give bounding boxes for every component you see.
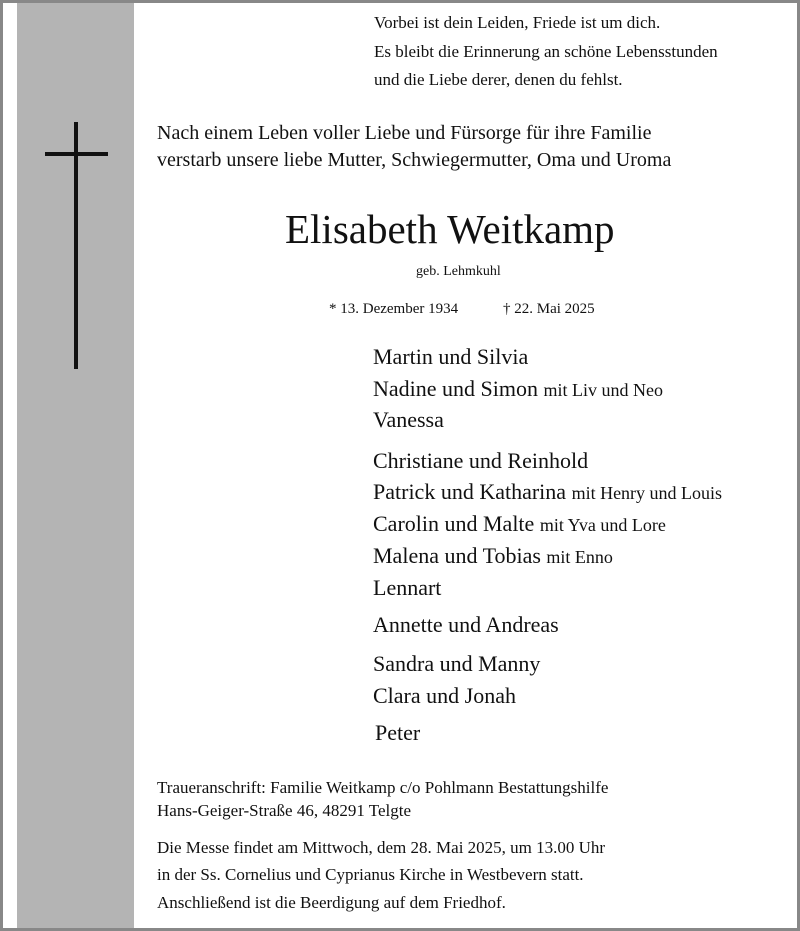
family-member-line — [373, 513, 666, 535]
poem-line: Es bleibt die Erinnerung an schöne Lebensstunden — [374, 42, 718, 61]
cross-horizontal — [45, 152, 108, 156]
footer-line: Traueranschrift: Familie Weitkamp c/o Pohlmann Bestattungshilfe — [157, 778, 609, 797]
cross-vertical — [74, 122, 78, 369]
maiden-name: geb. Lehmkuhl — [416, 264, 501, 279]
intro-line: Nach einem Leben voller Liebe und Fürsorge für ihre Familie — [157, 122, 652, 144]
family-member-names: Carolin und Malte — [373, 511, 535, 536]
family-member-names: Peter — [375, 720, 421, 745]
family-member-children: mit Yva und Lore — [539, 515, 666, 535]
family-member-names: Annette und Andreas — [373, 612, 559, 637]
footer-line: Hans-Geiger-Straße 46, 48291 Telgte — [157, 801, 412, 820]
birth-date: * 13. Dezember 1934 — [329, 301, 459, 317]
footer-line: Die Messe findet am Mittwoch, dem 28. Mai 2025, um 13.00 Uhr — [157, 838, 606, 857]
family-member-line — [373, 378, 663, 400]
family-member-line — [373, 653, 540, 675]
family-member-line — [373, 577, 441, 599]
family-member-children: mit Liv und Neo — [543, 380, 663, 400]
intro-line: verstarb unsere liebe Mutter, Schwiegermutter, Oma und Uroma — [157, 149, 672, 171]
family-member-names: Clara und Jonah — [373, 683, 516, 708]
family-member-line — [373, 481, 722, 503]
family-member-names: Martin und Silvia — [373, 344, 529, 369]
footer-line: Anschließend ist die Beerdigung auf dem Friedhof. — [157, 893, 506, 912]
family-member-line — [375, 722, 420, 744]
family-member-names: Nadine und Simon — [373, 376, 538, 401]
family-member-names: Malena und Tobias — [373, 543, 541, 568]
family-member-line — [373, 685, 516, 707]
family-member-line — [373, 545, 613, 567]
poem-line: und die Liebe derer, denen du fehlst. — [374, 70, 623, 89]
footer-line: in der Ss. Cornelius und Cyprianus Kirche in Westbevern statt. — [157, 865, 584, 884]
family-member-line — [373, 346, 528, 368]
family-member-names: Vanessa — [373, 407, 444, 432]
family-member-line — [373, 450, 588, 472]
family-member-line — [373, 614, 559, 636]
deceased-name: Elisabeth Weitkamp — [285, 206, 615, 252]
family-member-names: Lennart — [373, 575, 442, 600]
death-date: † 22. Mai 2025 — [503, 301, 595, 317]
poem-line: Vorbei ist dein Leiden, Friede ist um dich. — [374, 13, 661, 32]
family-member-children: mit Henry und Louis — [571, 483, 723, 503]
family-member-children: mit Enno — [546, 547, 613, 567]
family-member-names: Christiane und Reinhold — [373, 448, 589, 473]
family-member-names: Sandra und Manny — [373, 651, 541, 676]
family-member-line — [373, 409, 444, 431]
family-member-names: Patrick und Katharina — [373, 479, 567, 504]
